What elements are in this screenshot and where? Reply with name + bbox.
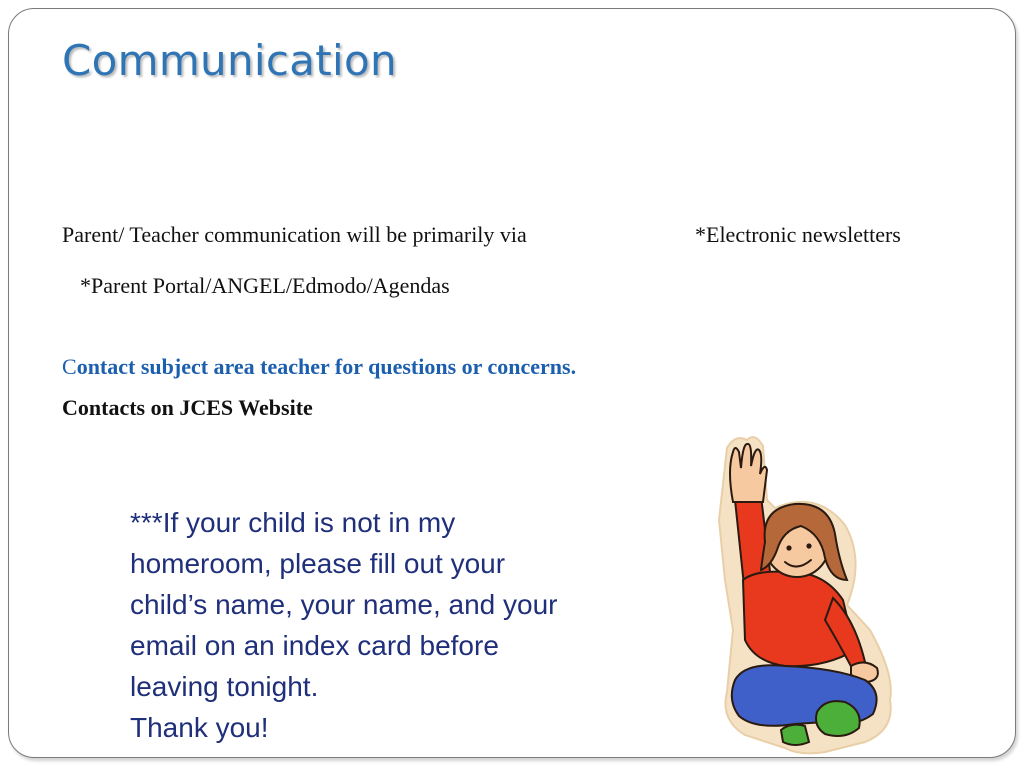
note-line: leaving tonight. xyxy=(130,671,319,702)
note-line: homeroom, please fill out your xyxy=(130,548,506,579)
note-line: ***If your child is not in my xyxy=(130,507,456,538)
contact-teacher-text xyxy=(62,354,576,380)
contact-first-letter: C xyxy=(62,354,77,379)
electronic-newsletters-text: *Electronic newsletters xyxy=(695,222,901,247)
note-line: email on an index card before xyxy=(130,630,499,661)
child-raising-hand-icon xyxy=(705,430,905,758)
contact-rest-text: ontact subject area teacher for questions or concerns. xyxy=(76,354,577,379)
slide-title: Communication xyxy=(62,36,397,85)
note-line: child’s name, your name, and your xyxy=(130,589,558,620)
homeroom-note xyxy=(130,502,670,748)
parent-portal-text: *Parent Portal/ANGEL/Edmodo/Agendas xyxy=(80,273,450,298)
note-line: Thank you! xyxy=(130,712,269,743)
communication-intro-text: Parent/ Teacher communication will be primarily via xyxy=(62,222,527,247)
contacts-website-text: Contacts on JCES Website xyxy=(62,395,313,420)
